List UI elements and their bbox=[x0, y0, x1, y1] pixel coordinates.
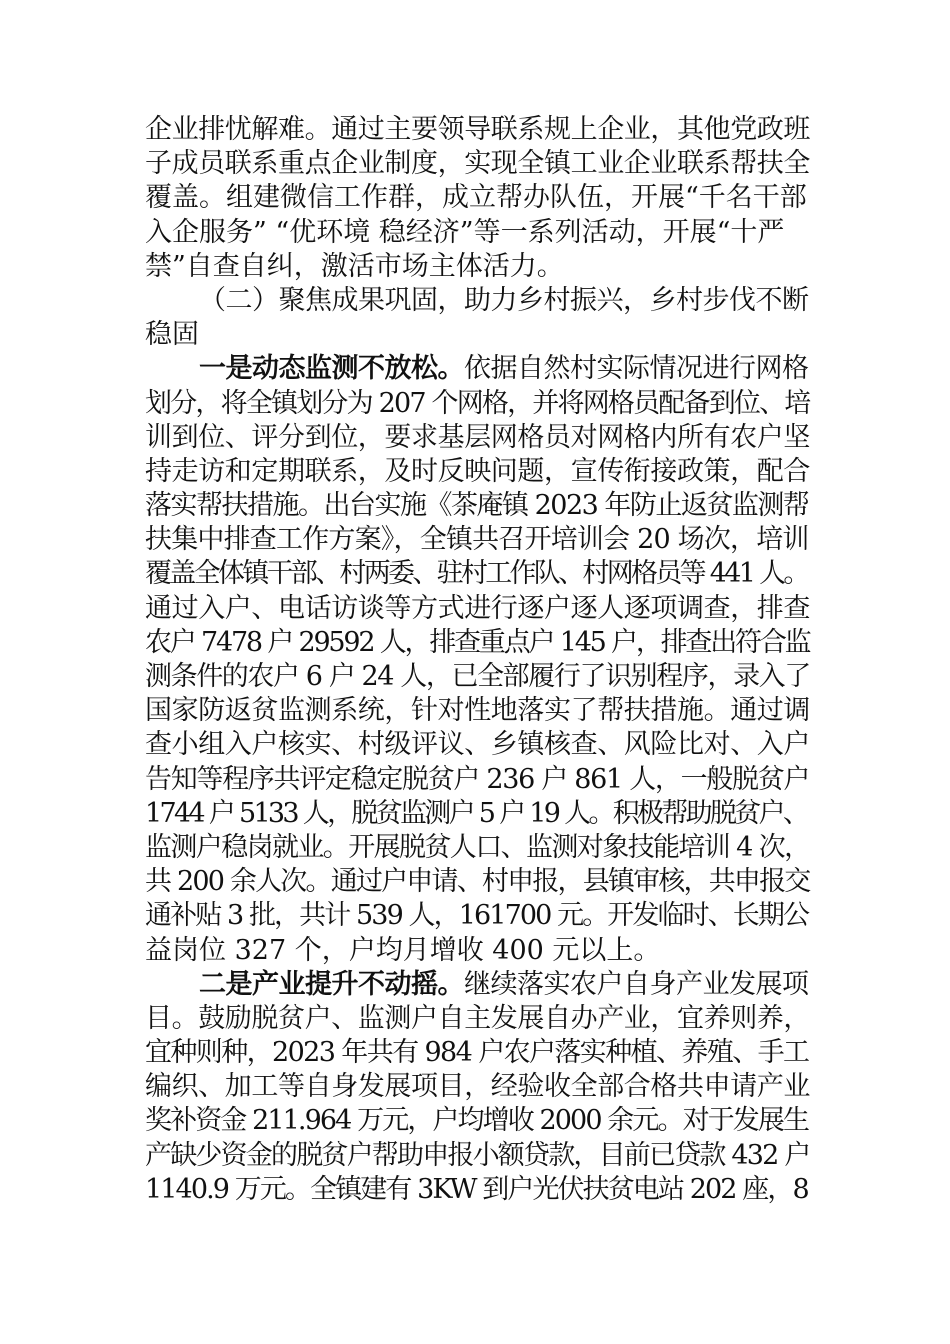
text-line: 通补贴 3 批，共计 539 人，161700 元。开发临时、长期公 bbox=[145, 900, 809, 932]
text-line: 测条件的农户 6 户 24 人，已全部履行了识别程序，录入了 bbox=[145, 661, 810, 692]
text-line: 划分，将全镇划分为 207 个网格，并将网格员配备到位、培 bbox=[145, 387, 810, 419]
intro-paragraph bbox=[145, 113, 810, 284]
text-line: 国家防返贫监测系统，针对性地落实了帮扶措施。通过调 bbox=[145, 695, 810, 727]
text-line: 落实帮扶措施。出台实施《茶庵镇 2023 年防止返贫监测帮 bbox=[145, 490, 809, 522]
text-line: 子成员联系重点企业制度，实现全镇工业企业联系帮扶全 bbox=[145, 148, 810, 180]
text-line: 农户 7478 户 29592 人，排查重点户 145 户，排查出符合监 bbox=[145, 626, 810, 658]
text-line: 宜种则种，2023 年共有 984 户农户落实种植、养殖、手工 bbox=[145, 1037, 809, 1069]
paragraph-industry-upgrade bbox=[145, 968, 810, 1207]
text-line: 共 200 余人次。通过户申请、村申报，县镇审核，共申报交 bbox=[145, 866, 810, 898]
text-line: 通过入户、电话访谈等方式进行逐户逐人逐项调查，排查 bbox=[145, 592, 810, 624]
text-line: 扶集中排查工作方案》，全镇共召开培训会 20 场次，培训 bbox=[145, 524, 809, 556]
text-run: 依据自然村实际情况进行网格 bbox=[464, 353, 809, 385]
text-line: 告知等程序共评定稳定脱贫户 236 户 861 人，一般脱贫户 bbox=[145, 763, 810, 795]
text-line: 监测户稳岗就业。开展脱贫人口、监测对象技能培训 4 次， bbox=[145, 831, 810, 863]
text-line: 覆盖。组建微信工作群，成立帮办队伍，开展“千名干部 bbox=[145, 182, 807, 214]
text-line: 训到位、评分到位，要求基层网格员对网格内所有农户坚 bbox=[145, 421, 810, 453]
document-body bbox=[145, 113, 810, 1207]
text-line: 目。鼓励脱贫户、监测户自主发展自办产业，宜养则养， bbox=[145, 1002, 810, 1034]
text-line: 查小组入户核实、村级评议、乡镇核查、风险比对、入户 bbox=[145, 729, 810, 761]
paragraph-lead-heading: 一是动态监测不放松。 bbox=[199, 353, 464, 385]
text-line: 1744 户 5133 人，脱贫监测户 5 户 19 人。积极帮助脱贫户、 bbox=[145, 797, 808, 829]
section-heading-line: 稳固 bbox=[145, 319, 199, 351]
text-line: 编织、加工等自身发展项目，经验收全部合格共申请产业 bbox=[145, 1071, 810, 1103]
paragraph-dynamic-monitoring bbox=[145, 352, 810, 967]
text-line: 奖补资金 211.964 万元，户均增收 2000 余元。对于发展生 bbox=[145, 1105, 809, 1137]
text-line bbox=[145, 352, 810, 386]
text-line: 益岗位 327 个，户均月增收 400 元以上。 bbox=[145, 934, 661, 966]
paragraph-lead-heading: 二是产业提升不动摇。 bbox=[199, 968, 464, 1000]
text-line: 1140.9 万元。全镇建有 3KW 到户光伏扶贫电站 202 座，8 bbox=[145, 1173, 808, 1205]
text-line: 覆盖全体镇干部、村两委、驻村工作队、村网格员等 441 人。 bbox=[145, 558, 808, 590]
text-line: 禁”自查自纠，激活市场主体活力。 bbox=[145, 250, 564, 282]
text-run: 继续落实农户自身产业发展项 bbox=[464, 968, 809, 1000]
section-heading-line: （二）聚焦成果巩固，助力乡村振兴，乡村步伐不断 bbox=[199, 284, 809, 316]
text-line: 企业排忧解难。通过主要领导联系规上企业，其他党政班 bbox=[145, 114, 810, 145]
text-line: 入企服务” “优环境 稳经济”等一系列活动，开展“十严 bbox=[145, 216, 785, 248]
text-line bbox=[145, 968, 810, 1002]
text-line: 产缺少资金的脱贫户帮助申报小额贷款，目前已贷款 432 户 bbox=[145, 1139, 810, 1171]
text-line: 持走访和定期联系，及时反映问题，宣传衔接政策，配合 bbox=[145, 455, 810, 487]
section-heading bbox=[145, 284, 810, 352]
